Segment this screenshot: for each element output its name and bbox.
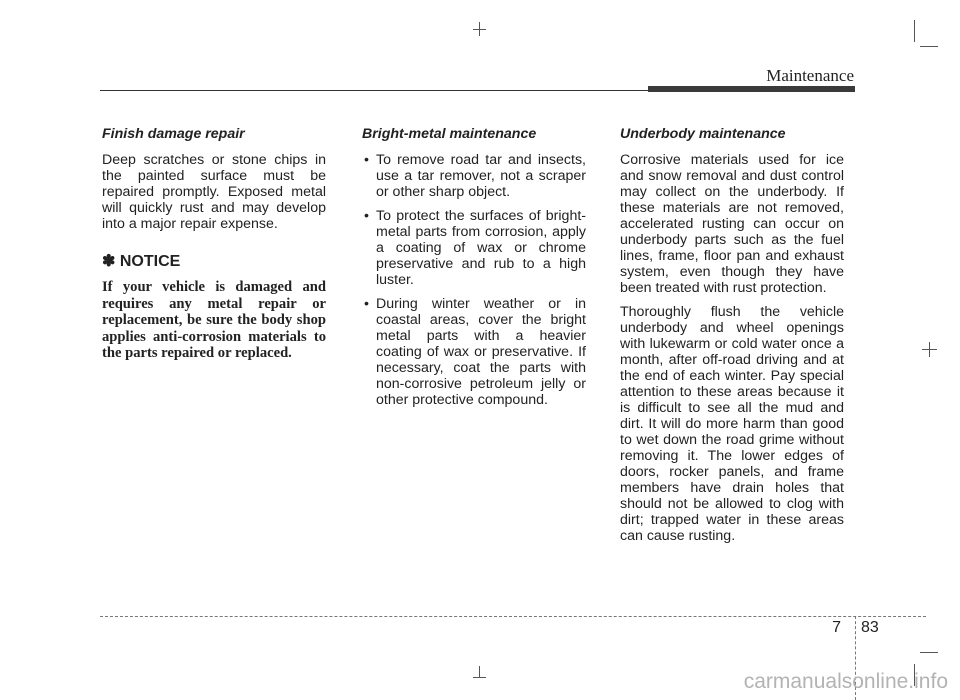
- section-heading-finish-damage: Finish damage repair: [102, 126, 245, 142]
- column-finish-damage: [102, 126, 326, 362]
- list-item: • To remove road tar and insects, use a tar remover, not a scraper or other sharp object.: [362, 152, 586, 200]
- notice-title: ✽ NOTICE: [102, 253, 181, 270]
- section-heading-underbody: Underbody maintenance: [620, 126, 786, 142]
- crop-mark-top-right-h: [920, 46, 938, 47]
- underbody-paragraph-1: Corrosive materials used for ice and snow removal and dust control may collect on the underbody. If these materials are not removed, accelerated rusting can occur on underbody parts such as the fuel lines, frame, floor pan and exhaust system, even though they have been treated with rust protection.: [620, 152, 844, 296]
- header-rule-thick: [648, 86, 855, 92]
- crop-mark-bottom-right-h: [920, 652, 938, 653]
- page-number: 83: [861, 619, 879, 636]
- list-item: • During winter weather or in coastal areas, cover the bright metal parts with a heavier coating of wax or preservative. If necessary, coat the parts with non-corrosive petroleum jelly or other protective compound.: [362, 296, 586, 408]
- list-item: • To protect the surfaces of bright-metal parts from corrosion, apply a coating of wax or chrome preservative and rub to a high luster.: [362, 208, 586, 288]
- section-heading-bright-metal: Bright-metal maintenance: [362, 126, 537, 142]
- crop-mark-top-center-h: [473, 29, 486, 30]
- page-header-title: Maintenance: [766, 66, 854, 85]
- footer-dashed-rule: [100, 616, 926, 617]
- bright-metal-list: [362, 152, 586, 408]
- column-bright-metal: [362, 126, 586, 416]
- watermark-text: carmanualsonline.info: [743, 670, 948, 693]
- finish-damage-paragraph: Deep scratches or stone chips in the painted surface must be repaired promptly. Exposed metal will quickly rust and may develop into a major repair expense.: [102, 152, 326, 232]
- column-underbody: [620, 126, 844, 552]
- crop-mark-bottom-center-h: [473, 677, 486, 678]
- underbody-paragraph-2: Thoroughly flush the vehicle underbody and wheel openings with lukewarm or cold water once a month, after off-road driving and at the end of each winter. Pay special attention to these areas because it is difficult to see all the mud and dirt. It will do more harm than good to wet down the road grime without removing it. The lower edges of doors, rocker panels, and frame members have drain holes that should not be allowed to clog with dirt; trapped water in these areas can cause rusting.: [620, 304, 844, 544]
- crop-mark-right-center-h: [922, 349, 937, 350]
- crop-mark-top-right-v: [914, 20, 915, 42]
- notice-text: If your vehicle is damaged and requires any metal repair or replacement, be sure the body shop applies anti-corrosion materials to the parts repaired or replaced.: [102, 279, 326, 362]
- header-rule-thin: [100, 90, 648, 91]
- page-section-number: 7: [832, 619, 841, 636]
